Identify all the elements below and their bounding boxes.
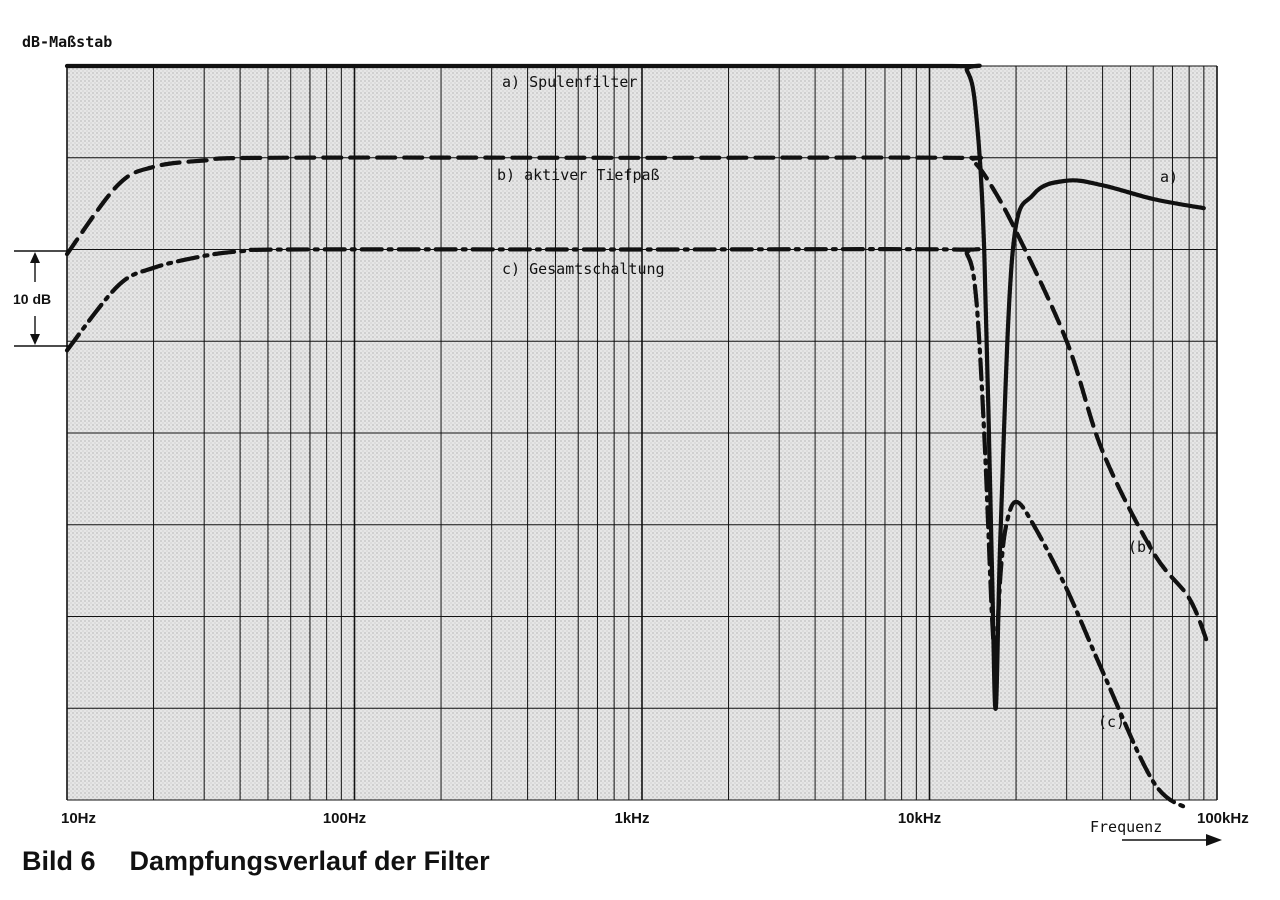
x-tick-label: 10kHz: [897, 810, 942, 827]
series-label-a: a) Spulenfilter: [502, 73, 638, 91]
series-label-b: b) aktiver Tiefpaß: [497, 166, 660, 184]
series-label-c: c) Gesamtschaltung: [502, 260, 665, 278]
x-tick-labels: [61, 810, 1249, 827]
series-end-label-b: (b): [1128, 538, 1156, 556]
figure-caption: [22, 846, 490, 877]
x-tick-label: 100Hz: [322, 810, 367, 827]
x-tick-label: 10Hz: [61, 810, 97, 827]
y-axis-label: dB-Maßstab: [22, 33, 113, 51]
series-end-label-a: a): [1160, 168, 1179, 186]
scale-marker-label: 10 dB: [13, 291, 52, 307]
x-axis-label: Frequenz: [1090, 818, 1163, 836]
x-tick-label: 1kHz: [614, 810, 650, 827]
x-tick-label: 100kHz: [1197, 810, 1249, 827]
caption-number: Bild 6: [22, 846, 96, 876]
scale-marker: [13, 251, 70, 346]
caption-text: Dampfungsverlauf der Filter: [129, 846, 490, 876]
series-end-label-c: (c): [1098, 713, 1126, 731]
